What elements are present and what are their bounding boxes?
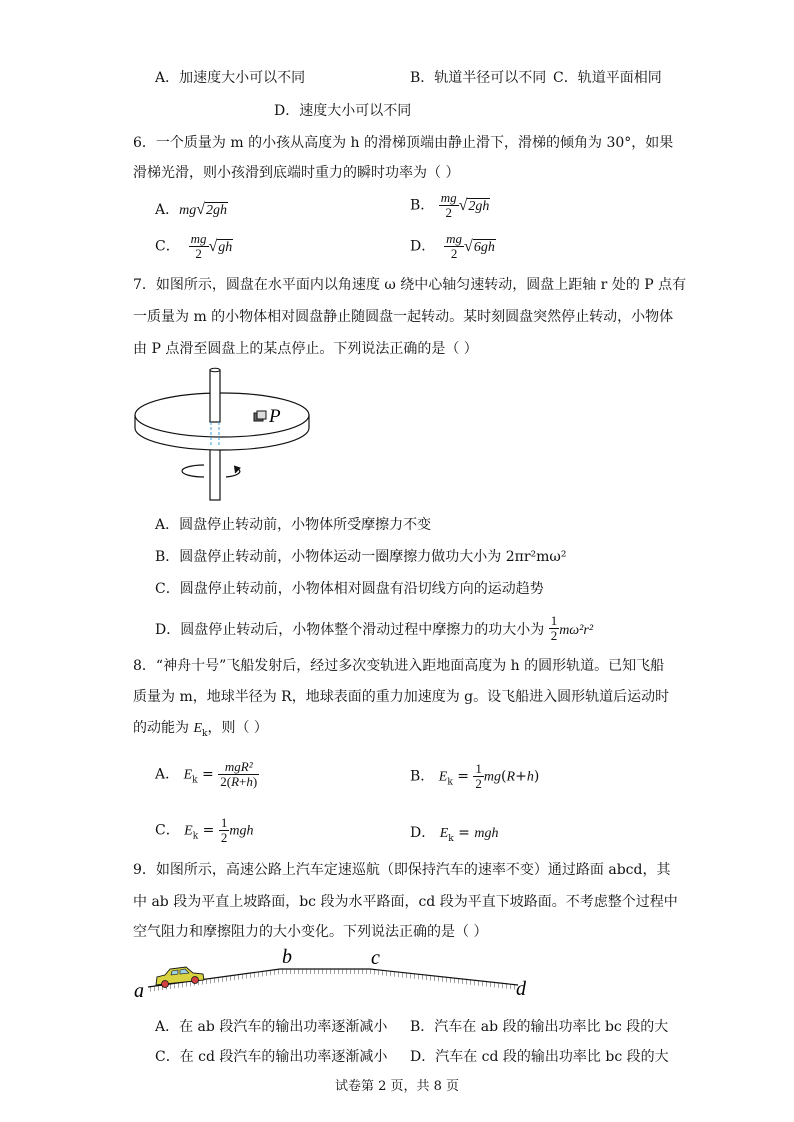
road-label-a: a [134, 980, 144, 1002]
q9-option-c: C．在 cd 段汽车的输出功率逐渐减小 [155, 1049, 388, 1065]
q5-option-a: A．加速度大小可以不同 [155, 70, 306, 86]
q7-stem-line2: 一质量为 m 的小物体相对圆盘静止随圆盘一起转动。某时刻圆盘突然停止转动，小物体 [133, 309, 674, 325]
q6-option-c-label: C． [155, 238, 180, 255]
q9-option-d: D．汽车在 cd 段的输出功率比 bc 段的大 [410, 1049, 669, 1065]
q8-option-b: B． $E_k$ = $\frac{1}{2}$ mg(R+h) [410, 761, 540, 791]
q7-option-d: D．圆盘停止转动后，小物体整个滑动过程中摩擦力的功大小为 $\frac{1}{2}$ mω²r² [155, 613, 594, 643]
q9-stem-line2: 中 ab 段为平直上坡路面，bc 段为水平路面，cd 段为平直下坡路面。不考虑整个过程中 [133, 894, 678, 910]
q8-stem-line2: 质量为 m，地球半径为 R，地球表面的重力加速度为 g。设飞船进入圆形轨道后运动时 [133, 689, 670, 705]
q6-stem-line2: 滑梯光滑，则小孩滑到底端时重力的瞬时功率为（ ） [133, 165, 460, 181]
q6-option-b: B． $\frac{mg}{2}$ √2gh [410, 190, 490, 220]
q7-stem-line1: 7．如图所示，圆盘在水平面内以角速度 ω 绕中心轴匀速转动，圆盘上距轴 r 处的 P 点有 [133, 277, 687, 293]
q7-option-c: C．圆盘停止转动前，小物体相对圆盘有沿切线方向的运动趋势 [155, 581, 544, 597]
q6-option-a: A．mg√2gh [155, 201, 228, 218]
q6-option-b-label: B． [410, 197, 435, 214]
q8-option-c: C． $E_k$ = $\frac{1}{2}$ mgh [155, 815, 254, 845]
q7-option-b: B．圆盘停止转动前，小物体运动一圈摩擦力做功大小为 2πr²mω² [155, 549, 567, 565]
page-footer: 试卷第 2 页，共 8 页 [334, 1079, 460, 1094]
q6-option-c: C． $\frac{mg}{2}$ √gh [155, 231, 233, 261]
q9-stem-line1: 9．如图所示，高速公路上汽车定速巡航（即保持汽车的速率不变）通过路面 abcd，其 [133, 862, 671, 878]
q7-option-a: A．圆盘停止转动前，小物体所受摩擦力不变 [155, 517, 432, 533]
q9-option-b: B．汽车在 ab 段的输出功率比 bc 段的大 [410, 1019, 669, 1035]
rotating-disk-figure [132, 365, 312, 505]
q5-option-c: C．轨道平面相同 [553, 70, 662, 86]
q7-option-d-text: D．圆盘停止转动后，小物体整个滑动过程中摩擦力的功大小为 [155, 622, 545, 638]
q8-stem-line3: 的动能为 $E_k$，则（ ） [133, 720, 268, 739]
q6-option-d-label: D． [410, 238, 436, 255]
road-label-c: c [371, 947, 380, 969]
road-figure [130, 945, 540, 1005]
q8-option-a: A． $E_k$ = $\frac{\text{mgR²}}{2(R+h)}$ [155, 759, 258, 789]
q6-stem-line1: 6．一个质量为 m 的小孩从高度为 h 的滑梯顶端由静止滑下，滑梯的倾角为 30°，如果 [133, 135, 674, 151]
road-label-b: b [282, 946, 292, 968]
q9-stem-line3: 空气阻力和摩擦阻力的大小变化。下列说法正确的是（ ） [133, 924, 488, 940]
q8-stem-line1: 8．“神舟十号”飞船发射后，经过多次变轨进入距地面高度为 h 的圆形轨道。已知飞船 [133, 658, 665, 674]
q9-option-a: A．在 ab 段汽车的输出功率逐渐减小 [155, 1019, 388, 1035]
point-p-label: P [269, 406, 281, 427]
q6-option-a-label: A． [155, 202, 180, 218]
q5-option-b: B．轨道半径可以不同 [410, 70, 547, 86]
q7-stem-line3: 由 P 点滑至圆盘上的某点停止。下列说法正确的是（ ） [133, 341, 478, 357]
road-label-d: d [516, 978, 526, 1000]
q6-option-d: D． $\frac{mg}{2}$ √6gh [410, 231, 495, 261]
q5-option-d: D．速度大小可以不同 [274, 103, 412, 119]
q8-option-d: D． $E_k$ = mgh [410, 825, 499, 844]
